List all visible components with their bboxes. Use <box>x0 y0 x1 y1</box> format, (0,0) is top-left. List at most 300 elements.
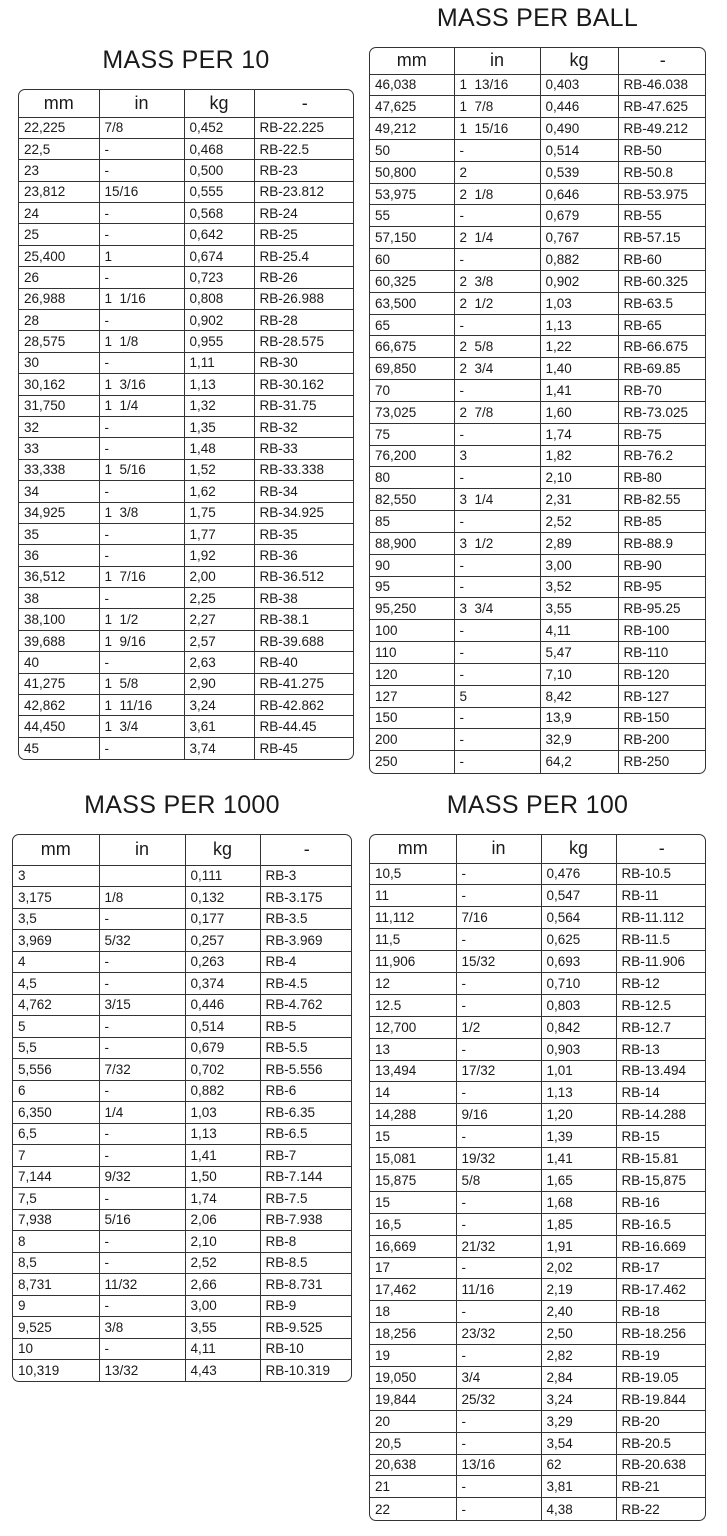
in-cell: - <box>454 467 540 489</box>
mm-cell: 11,5 <box>370 929 456 951</box>
in-cell: - <box>99 523 184 544</box>
mm-cell: 55 <box>370 205 454 227</box>
kg-cell: 3,29 <box>541 1410 616 1432</box>
in-cell: - <box>456 1432 541 1454</box>
mm-cell: 46,038 <box>370 74 454 96</box>
kg-cell: 0,514 <box>540 139 618 161</box>
in-cell: - <box>456 885 541 907</box>
kg-cell: 2,50 <box>541 1323 616 1345</box>
table-row <box>370 620 706 642</box>
kg-cell: 0,693 <box>541 951 616 973</box>
kg-cell: 1,32 <box>184 395 254 416</box>
in-cell: - <box>99 203 184 224</box>
table-row <box>370 1257 706 1279</box>
kg-cell: 8,42 <box>540 685 618 707</box>
in-cell: 7/32 <box>99 1059 185 1081</box>
table-row <box>19 716 354 737</box>
in-cell: 2 3/4 <box>454 358 540 380</box>
mm-cell: 60 <box>370 249 454 271</box>
in-cell: - <box>454 554 540 576</box>
mm-cell: 3,969 <box>13 930 99 952</box>
in-cell: 2 3/8 <box>454 270 540 292</box>
kg-cell: 1,62 <box>184 481 254 502</box>
column-header: mm <box>19 90 99 117</box>
mm-cell: 30 <box>19 352 99 373</box>
table-row <box>13 1145 352 1167</box>
kg-cell: 2,82 <box>541 1345 616 1367</box>
kg-cell: 0,132 <box>185 887 260 909</box>
in-cell: - <box>454 729 540 751</box>
table-row <box>19 438 354 459</box>
in-cell: - <box>456 1476 541 1498</box>
column-header: kg <box>541 835 616 863</box>
kg-cell: 0,263 <box>185 951 260 973</box>
mm-cell: 3 <box>13 865 99 887</box>
mm-cell: 13 <box>370 1038 456 1060</box>
mm-cell: 44,450 <box>19 716 99 737</box>
table-row <box>19 203 354 224</box>
code-cell: RB-50 <box>618 139 706 161</box>
code-cell: RB-5 <box>260 1016 352 1038</box>
code-cell: RB-42.862 <box>254 695 354 716</box>
code-cell: RB-90 <box>618 554 706 576</box>
code-cell: RB-8 <box>260 1231 352 1253</box>
in-cell: - <box>99 1037 185 1059</box>
mm-cell: 65 <box>370 314 454 336</box>
in-cell: 1 11/16 <box>99 695 184 716</box>
kg-cell: 2,90 <box>184 673 254 694</box>
code-cell: RB-25 <box>254 224 354 245</box>
kg-cell: 1,82 <box>540 445 618 467</box>
code-cell: RB-6.5 <box>260 1123 352 1145</box>
mm-cell: 38 <box>19 588 99 609</box>
in-cell: 1 3/8 <box>99 502 184 523</box>
kg-cell: 1,11 <box>184 352 254 373</box>
kg-cell: 4,11 <box>540 620 618 642</box>
table-row <box>13 994 352 1016</box>
mm-cell: 15,081 <box>370 1148 456 1170</box>
table-row <box>370 1213 706 1235</box>
mm-cell: 50 <box>370 139 454 161</box>
table-row <box>370 161 706 183</box>
mm-cell: 40 <box>19 652 99 673</box>
code-cell: RB-16 <box>616 1191 706 1213</box>
mm-cell: 41,275 <box>19 673 99 694</box>
table-row <box>13 1016 352 1038</box>
in-cell: 1/8 <box>99 887 185 909</box>
mm-cell: 36,512 <box>19 566 99 587</box>
in-cell: - <box>454 511 540 533</box>
table-row <box>370 118 706 140</box>
kg-cell: 3,74 <box>184 737 254 758</box>
kg-cell: 1,48 <box>184 438 254 459</box>
kg-cell: 7,10 <box>540 663 618 685</box>
code-cell: RB-4 <box>260 951 352 973</box>
code-cell: RB-28.575 <box>254 331 354 352</box>
table-row <box>13 1059 352 1081</box>
kg-cell: 0,539 <box>540 161 618 183</box>
mm-cell: 15 <box>370 1191 456 1213</box>
code-cell: RB-13.494 <box>616 1060 706 1082</box>
table-row <box>13 887 352 909</box>
kg-cell: 0,642 <box>184 224 254 245</box>
code-cell: RB-95.25 <box>618 598 706 620</box>
kg-cell: 1,03 <box>185 1102 260 1124</box>
code-cell: RB-38 <box>254 588 354 609</box>
kg-cell: 0,452 <box>184 117 254 138</box>
code-cell: RB-15.81 <box>616 1148 706 1170</box>
code-cell: RB-19.844 <box>616 1388 706 1410</box>
mm-cell: 11 <box>370 885 456 907</box>
kg-cell: 0,882 <box>185 1080 260 1102</box>
code-cell: RB-7 <box>260 1145 352 1167</box>
mm-cell: 22 <box>370 1498 456 1520</box>
code-cell: RB-30 <box>254 352 354 373</box>
table-row <box>13 1231 352 1253</box>
mm-cell: 6,350 <box>13 1102 99 1124</box>
header-row <box>370 835 706 863</box>
table-row <box>370 1191 706 1213</box>
in-cell: 5/32 <box>99 930 185 952</box>
table-row <box>13 1080 352 1102</box>
code-cell: RB-7.5 <box>260 1188 352 1210</box>
kg-cell: 3,00 <box>185 1295 260 1317</box>
table-row <box>370 885 706 907</box>
table-row <box>19 566 354 587</box>
mm-cell: 49,212 <box>370 118 454 140</box>
code-cell: RB-6.35 <box>260 1102 352 1124</box>
kg-cell: 0,446 <box>185 994 260 1016</box>
mm-cell: 8,731 <box>13 1274 99 1296</box>
table-row <box>19 416 354 437</box>
in-cell: 3/15 <box>99 994 185 1016</box>
in-cell: 5/16 <box>99 1209 185 1231</box>
kg-cell: 3,00 <box>540 554 618 576</box>
in-cell: - <box>456 1213 541 1235</box>
table-row <box>370 532 706 554</box>
kg-cell: 5,47 <box>540 642 618 664</box>
kg-cell: 2,89 <box>540 532 618 554</box>
kg-cell: 2,31 <box>540 489 618 511</box>
code-cell: RB-120 <box>618 663 706 685</box>
mm-cell: 250 <box>370 751 454 773</box>
code-cell: RB-60 <box>618 249 706 271</box>
code-cell: RB-21 <box>616 1476 706 1498</box>
code-cell: RB-57.15 <box>618 227 706 249</box>
in-cell: - <box>99 973 185 995</box>
kg-cell: 0,476 <box>541 863 616 885</box>
mm-cell: 20 <box>370 1410 456 1432</box>
in-cell: 15/16 <box>99 181 184 202</box>
kg-cell: 2,40 <box>541 1301 616 1323</box>
in-cell: - <box>99 588 184 609</box>
code-cell: RB-23 <box>254 160 354 181</box>
in-cell: 1 5/8 <box>99 673 184 694</box>
in-cell: - <box>99 1123 185 1145</box>
code-cell: RB-55 <box>618 205 706 227</box>
in-cell: 1 1/16 <box>99 288 184 309</box>
code-cell: RB-14.288 <box>616 1104 706 1126</box>
mm-cell: 10,319 <box>13 1360 99 1382</box>
in-cell: 1 <box>99 245 184 266</box>
code-cell: RB-34 <box>254 481 354 502</box>
mm-cell: 95 <box>370 576 454 598</box>
code-cell: RB-4.762 <box>260 994 352 1016</box>
kg-cell: 4,11 <box>185 1338 260 1360</box>
kg-cell: 0,555 <box>184 181 254 202</box>
kg-cell: 2,52 <box>540 511 618 533</box>
kg-cell: 0,702 <box>185 1059 260 1081</box>
kg-cell: 2,00 <box>184 566 254 587</box>
table-row <box>13 1252 352 1274</box>
kg-cell: 1,77 <box>184 523 254 544</box>
in-cell: 5 <box>454 685 540 707</box>
code-cell: RB-9 <box>260 1295 352 1317</box>
mm-cell: 28,575 <box>19 331 99 352</box>
kg-cell: 1,41 <box>185 1145 260 1167</box>
kg-cell: 3,55 <box>540 598 618 620</box>
section-title: MASS PER 100 <box>446 791 629 819</box>
kg-cell: 1,68 <box>541 1191 616 1213</box>
table-row <box>370 1498 706 1520</box>
in-cell: 1 1/8 <box>99 331 184 352</box>
mm-cell: 8 <box>13 1231 99 1253</box>
code-cell: RB-95 <box>618 576 706 598</box>
kg-cell: 13,9 <box>540 707 618 729</box>
mm-cell: 20,5 <box>370 1432 456 1454</box>
in-cell: 7/16 <box>456 907 541 929</box>
kg-cell: 2,10 <box>540 467 618 489</box>
in-cell: - <box>99 1338 185 1360</box>
in-cell: 2 1/2 <box>454 292 540 314</box>
table-row <box>370 270 706 292</box>
mm-cell: 30,162 <box>19 374 99 395</box>
code-cell: RB-30.162 <box>254 374 354 395</box>
kg-cell: 1,13 <box>541 1082 616 1104</box>
code-cell: RB-25.4 <box>254 245 354 266</box>
table-row <box>370 205 706 227</box>
in-cell: 11/32 <box>99 1274 185 1296</box>
table-row <box>370 863 706 885</box>
kg-cell: 3,54 <box>541 1432 616 1454</box>
code-cell: RB-26 <box>254 267 354 288</box>
kg-cell: 0,842 <box>541 1016 616 1038</box>
code-cell: RB-17 <box>616 1257 706 1279</box>
in-cell: - <box>456 863 541 885</box>
code-cell: RB-10.5 <box>616 863 706 885</box>
mm-cell: 39,688 <box>19 630 99 651</box>
mm-cell: 200 <box>370 729 454 751</box>
code-cell: RB-76.2 <box>618 445 706 467</box>
in-cell: 1 7/16 <box>99 566 184 587</box>
mass-table <box>18 89 354 760</box>
in-cell: - <box>99 1252 185 1274</box>
code-cell: RB-65 <box>618 314 706 336</box>
table-row <box>370 1126 706 1148</box>
kg-cell: 0,674 <box>184 245 254 266</box>
in-cell: - <box>456 1345 541 1367</box>
code-cell: RB-15 <box>616 1126 706 1148</box>
code-cell: RB-69.85 <box>618 358 706 380</box>
table-row <box>13 908 352 930</box>
table-row <box>19 459 354 480</box>
mm-cell: 4,5 <box>13 973 99 995</box>
mm-cell: 7,5 <box>13 1188 99 1210</box>
code-cell: RB-20.638 <box>616 1454 706 1476</box>
in-cell: - <box>454 314 540 336</box>
kg-cell: 62 <box>541 1454 616 1476</box>
mm-cell: 25,400 <box>19 245 99 266</box>
table-row <box>370 1476 706 1498</box>
kg-cell: 1,41 <box>541 1148 616 1170</box>
column-header: in <box>454 48 540 74</box>
code-cell: RB-11 <box>616 885 706 907</box>
kg-cell: 1,75 <box>184 502 254 523</box>
code-cell: RB-4.5 <box>260 973 352 995</box>
mm-cell: 127 <box>370 685 454 707</box>
in-cell: 1 1/2 <box>99 609 184 630</box>
code-cell: RB-12 <box>616 972 706 994</box>
kg-cell: 0,723 <box>184 267 254 288</box>
kg-cell: 0,403 <box>540 74 618 96</box>
mm-cell: 4 <box>13 951 99 973</box>
in-cell: - <box>456 1038 541 1060</box>
code-cell: RB-14 <box>616 1082 706 1104</box>
kg-cell: 2,57 <box>184 630 254 651</box>
code-cell: RB-127 <box>618 685 706 707</box>
mm-cell: 6,5 <box>13 1123 99 1145</box>
table-row <box>370 489 706 511</box>
table-row <box>19 160 354 181</box>
mass-table <box>369 47 706 774</box>
table-row <box>370 1323 706 1345</box>
code-cell: RB-36.512 <box>254 566 354 587</box>
section-title: MASS PER 1000 <box>84 791 280 819</box>
mm-cell: 12 <box>370 972 456 994</box>
code-cell: RB-40 <box>254 652 354 673</box>
code-cell: RB-3.969 <box>260 930 352 952</box>
table-row <box>370 139 706 161</box>
in-cell: - <box>99 1016 185 1038</box>
table-row <box>13 1123 352 1145</box>
in-cell: - <box>454 380 540 402</box>
in-cell: - <box>99 1231 185 1253</box>
code-cell: RB-150 <box>618 707 706 729</box>
table-row <box>13 1209 352 1231</box>
code-cell: RB-22.225 <box>254 117 354 138</box>
table-row <box>370 1148 706 1170</box>
column-header: mm <box>13 835 99 865</box>
in-cell: - <box>99 1188 185 1210</box>
in-cell: 2 5/8 <box>454 336 540 358</box>
mm-cell: 31,750 <box>19 395 99 416</box>
kg-cell: 0,767 <box>540 227 618 249</box>
kg-cell: 0,500 <box>184 160 254 181</box>
table-row <box>370 1104 706 1126</box>
mm-cell: 25 <box>19 224 99 245</box>
kg-cell: 3,24 <box>541 1388 616 1410</box>
in-cell: - <box>454 139 540 161</box>
mm-cell: 100 <box>370 620 454 642</box>
mm-cell: 13,494 <box>370 1060 456 1082</box>
kg-cell: 0,468 <box>184 138 254 159</box>
code-cell: RB-8.731 <box>260 1274 352 1296</box>
table-row <box>19 523 354 544</box>
kg-cell: 2,63 <box>184 652 254 673</box>
code-cell: RB-110 <box>618 642 706 664</box>
kg-cell: 2,25 <box>184 588 254 609</box>
table-row <box>13 865 352 887</box>
mm-cell: 23 <box>19 160 99 181</box>
table-row <box>370 707 706 729</box>
table-row <box>19 481 354 502</box>
header-row <box>13 835 352 865</box>
code-cell: RB-7.144 <box>260 1166 352 1188</box>
code-cell: RB-32 <box>254 416 354 437</box>
table-row <box>19 138 354 159</box>
in-cell: - <box>456 1191 541 1213</box>
table-row <box>370 1060 706 1082</box>
table-row <box>19 545 354 566</box>
mm-cell: 3,175 <box>13 887 99 909</box>
code-cell: RB-11.906 <box>616 951 706 973</box>
column-header: - <box>616 835 706 863</box>
table-row <box>370 1301 706 1323</box>
code-cell: RB-15,875 <box>616 1169 706 1191</box>
kg-cell: 1,92 <box>184 545 254 566</box>
mm-cell: 95,250 <box>370 598 454 620</box>
code-cell: RB-60.325 <box>618 270 706 292</box>
table-row <box>19 117 354 138</box>
table-row <box>13 1102 352 1124</box>
mm-cell: 5,5 <box>13 1037 99 1059</box>
mm-cell: 150 <box>370 707 454 729</box>
mm-cell: 7,144 <box>13 1166 99 1188</box>
code-cell: RB-19.05 <box>616 1366 706 1388</box>
table-row <box>370 96 706 118</box>
mm-cell: 66,675 <box>370 336 454 358</box>
mm-cell: 60,325 <box>370 270 454 292</box>
code-cell: RB-19 <box>616 1345 706 1367</box>
in-cell: - <box>99 481 184 502</box>
code-cell: RB-49.212 <box>618 118 706 140</box>
in-cell: 1/4 <box>99 1102 185 1124</box>
kg-cell: 0,679 <box>185 1037 260 1059</box>
kg-cell: 4,38 <box>541 1498 616 1520</box>
mass-table <box>12 834 352 1382</box>
column-header: in <box>99 90 184 117</box>
code-cell: RB-53.975 <box>618 183 706 205</box>
column-header: in <box>99 835 185 865</box>
table-row <box>370 1410 706 1432</box>
table-row <box>13 1037 352 1059</box>
mm-cell: 47,625 <box>370 96 454 118</box>
kg-cell: 0,568 <box>184 203 254 224</box>
mm-cell: 75 <box>370 423 454 445</box>
in-cell: - <box>99 224 184 245</box>
kg-cell: 3,81 <box>541 1476 616 1498</box>
kg-cell: 0,803 <box>541 994 616 1016</box>
table-row <box>19 181 354 202</box>
mm-cell: 19,844 <box>370 1388 456 1410</box>
table-row <box>370 511 706 533</box>
in-cell: 1 15/16 <box>454 118 540 140</box>
in-cell: - <box>99 352 184 373</box>
kg-cell: 1,91 <box>541 1235 616 1257</box>
in-cell: - <box>454 205 540 227</box>
in-cell: - <box>456 972 541 994</box>
in-cell: - <box>99 545 184 566</box>
